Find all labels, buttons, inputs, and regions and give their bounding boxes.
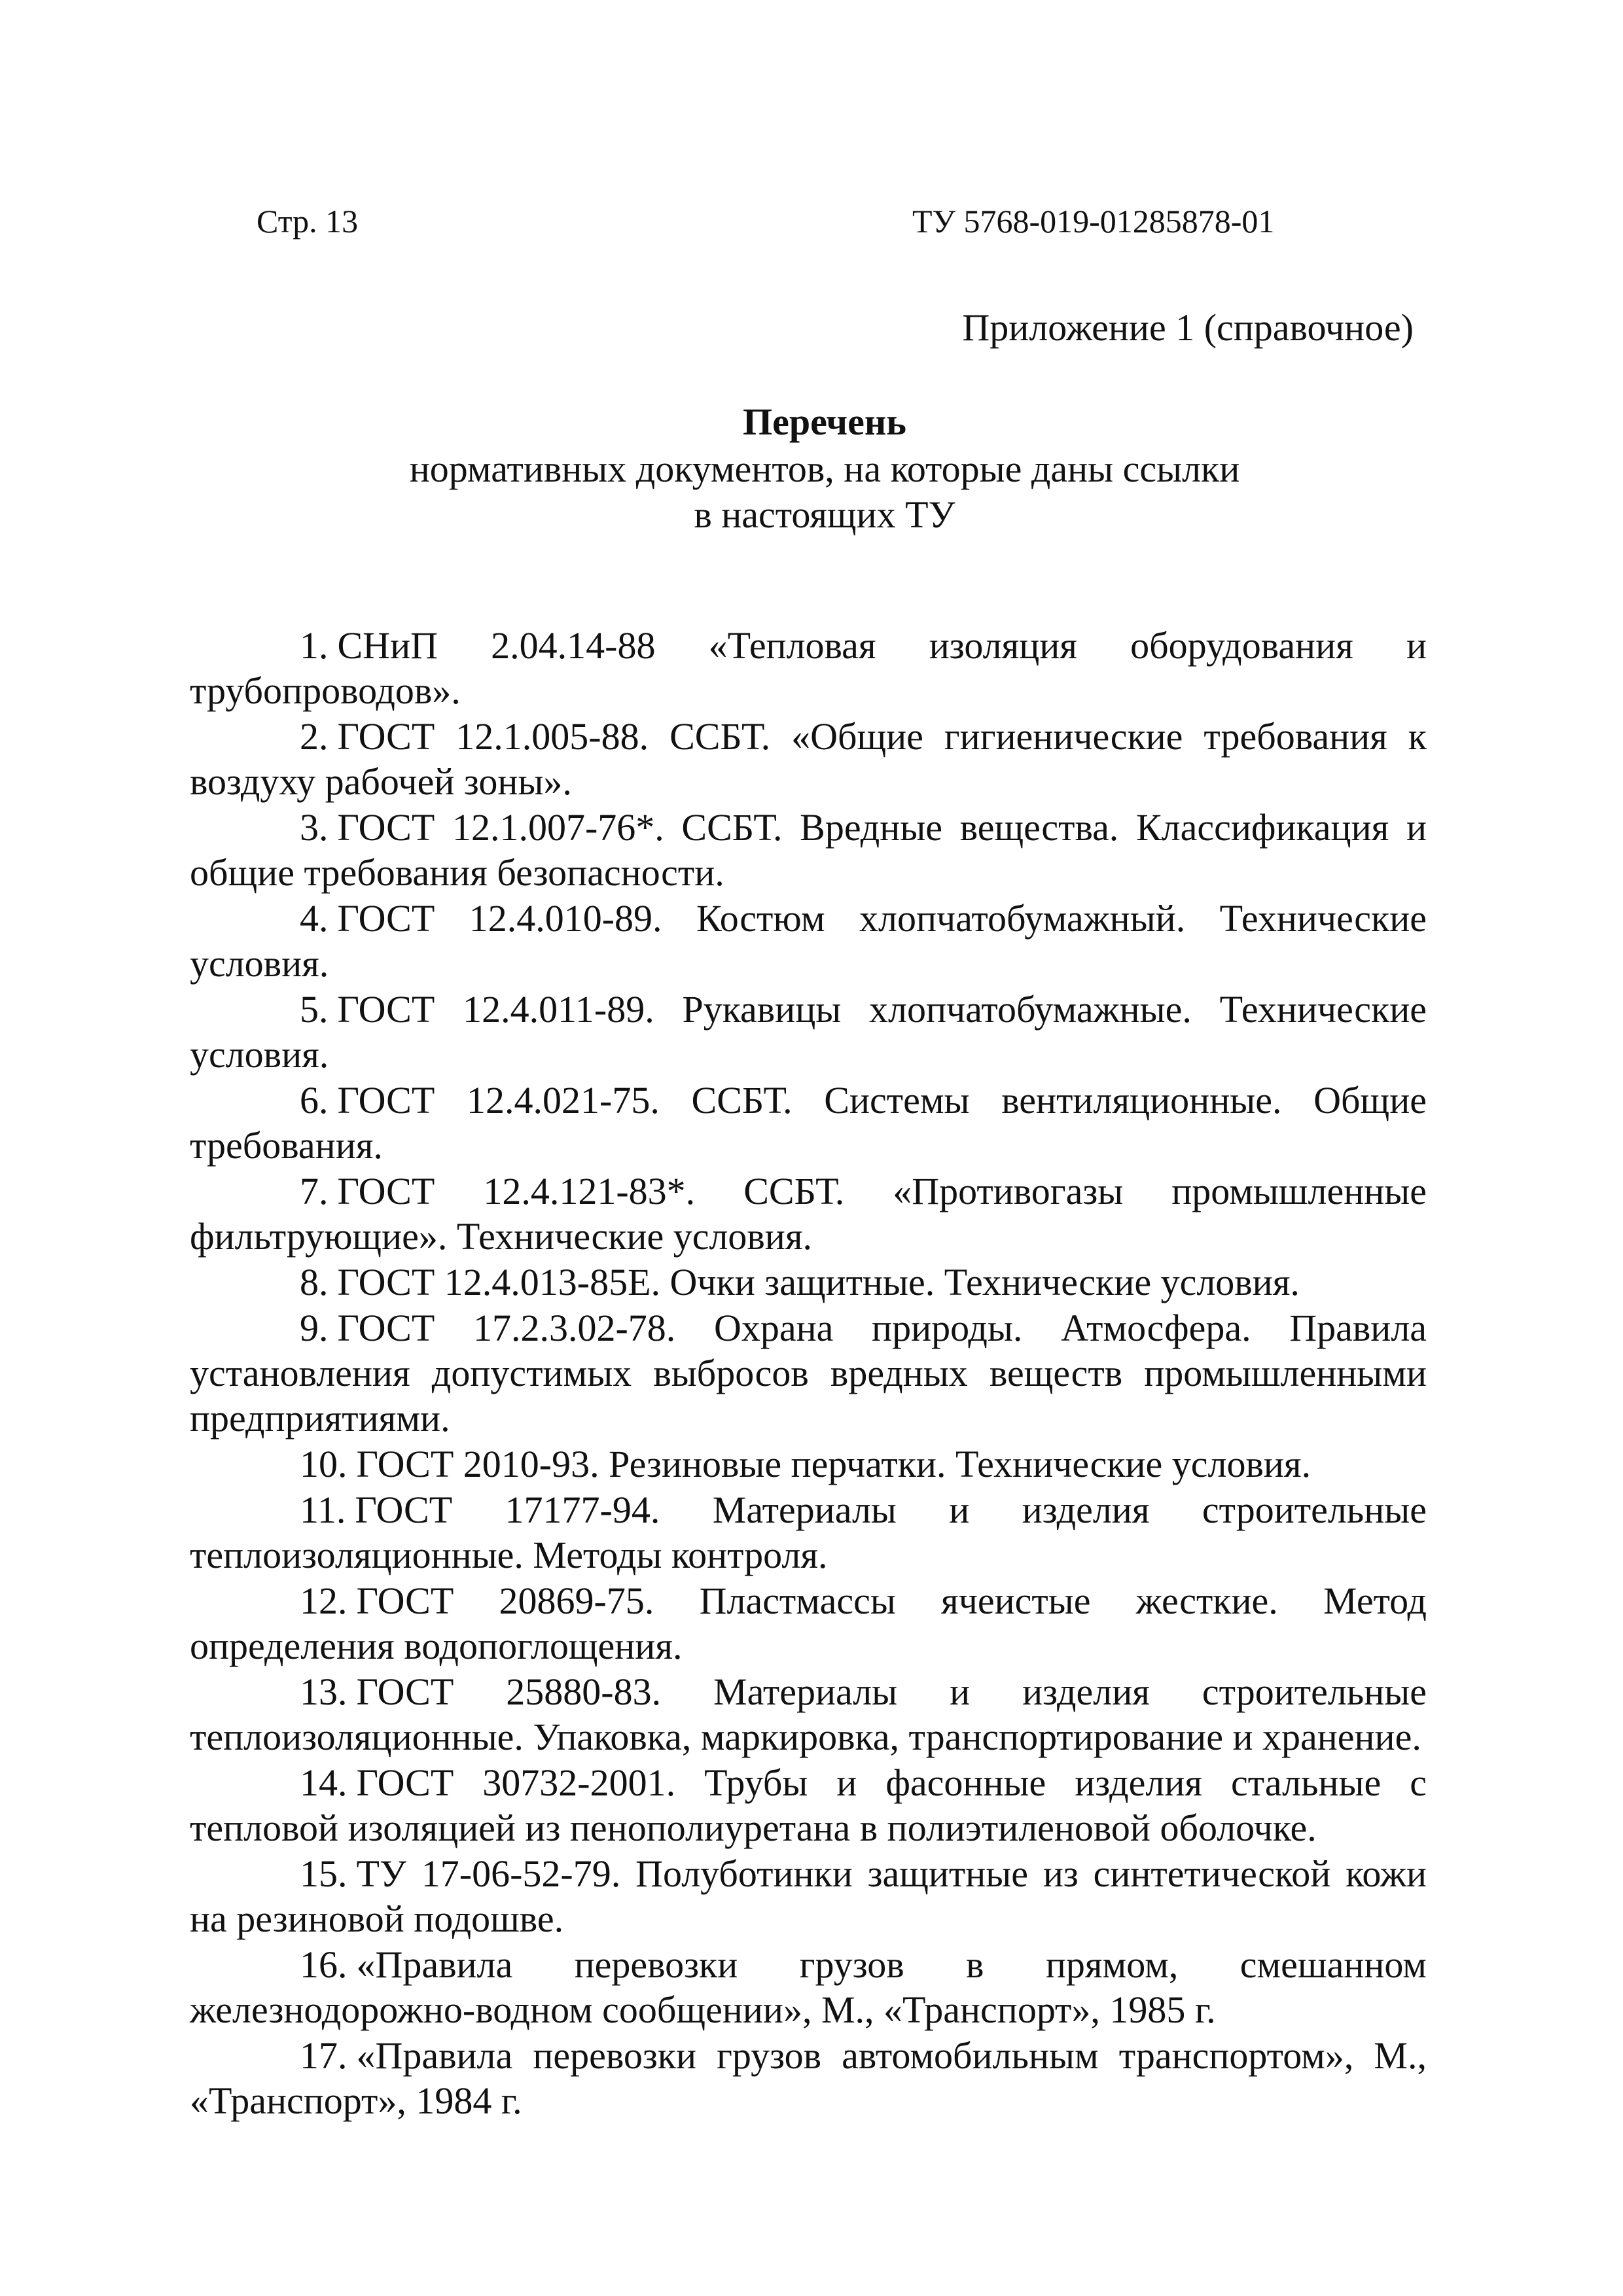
reference-item: [190, 987, 1427, 1077]
page-title: Перечень: [743, 400, 906, 443]
reference-number: 11.: [300, 1489, 346, 1531]
reference-text: ГОСТ 12.1.005-88. ССБТ. «Общие гигиенические требования к воздуху рабочей зоны».: [190, 715, 1427, 803]
title-block: [190, 398, 1459, 538]
reference-number: 13.: [300, 1670, 348, 1713]
reference-number: 14.: [300, 1761, 348, 1804]
reference-item: [190, 896, 1427, 986]
reference-text: ГОСТ 25880-83. Материалы и изделия строительные теплоизоляционные. Упаковка, маркировка, транспортирование и хранение.: [190, 1670, 1427, 1758]
reference-text: ГОСТ 20869-75. Пластмассы ячеистые жесткие. Метод определения водопоглощения.: [190, 1580, 1427, 1667]
reference-item: [190, 2033, 1427, 2123]
reference-item: [190, 805, 1427, 895]
reference-number: 7.: [300, 1170, 329, 1212]
reference-text: ГОСТ 17177-94. Материалы и изделия строительные теплоизоляционные. Методы контроля.: [190, 1489, 1427, 1576]
reference-number: 15.: [300, 1852, 348, 1895]
reference-number: 3.: [300, 806, 329, 849]
reference-item: [190, 1942, 1427, 2032]
reference-item: [190, 1169, 1427, 1259]
reference-text: ГОСТ 12.1.007-76*. ССБТ. Вредные вещества. Классификация и общие требования безопасности.: [190, 806, 1427, 894]
reference-text: ТУ 17-06-52-79. Полуботинки защитные из синтетической кожи на резиновой подошве.: [190, 1852, 1427, 1940]
reference-text: ГОСТ 2010-93. Резиновые перчатки. Технические условия.: [356, 1443, 1311, 1485]
reference-item: [190, 1669, 1427, 1759]
page-number: Стр. 13: [257, 203, 359, 239]
reference-item: [190, 714, 1427, 804]
appendix-label: Приложение 1 (справочное): [962, 306, 1414, 349]
document-code: ТУ 5768-019-01285878-01: [912, 203, 1275, 239]
reference-item: [190, 1760, 1427, 1850]
reference-item: [190, 1441, 1427, 1487]
reference-item: [190, 1078, 1427, 1168]
reference-number: 5.: [300, 988, 329, 1031]
reference-number: 12.: [300, 1580, 348, 1622]
reference-number: 2.: [300, 715, 329, 758]
reference-number: 10.: [300, 1443, 348, 1485]
reference-text: «Правила перевозки грузов автомобильным транспортом», М., «Транспорт», 1984 г.: [190, 2034, 1427, 2122]
reference-text: СНиП 2.04.14-88 «Тепловая изоляция оборудования и трубопроводов».: [190, 624, 1427, 712]
reference-text: ГОСТ 12.4.021-75. ССБТ. Системы вентиляционные. Общие требования.: [190, 1079, 1427, 1167]
reference-number: 8.: [300, 1261, 329, 1303]
reference-text: ГОСТ 30732-2001. Трубы и фасонные изделия стальные с тепловой изоляцией из пенополиуретана в полиэтиленовой оболочке.: [190, 1761, 1427, 1849]
reference-item: [190, 1305, 1427, 1441]
reference-text: ГОСТ 17.2.3.02-78. Охрана природы. Атмосфера. Правила установления допустимых выбросов вредных веществ промышленными предприятиями.: [190, 1307, 1427, 1439]
reference-item: [190, 623, 1427, 713]
subtitle-line-2: в настоящих ТУ: [694, 493, 955, 536]
reference-text: ГОСТ 12.4.010-89. Костюм хлопчатобумажный. Технические условия.: [190, 897, 1427, 985]
reference-number: 6.: [300, 1079, 329, 1122]
reference-text: ГОСТ 12.4.013-85Е. Очки защитные. Технические условия.: [337, 1261, 1300, 1303]
subtitle-line-1: нормативных документов, на которые даны ссылки: [409, 448, 1240, 490]
reference-item: [190, 1578, 1427, 1669]
reference-text: ГОСТ 12.4.011-89. Рукавицы хлопчатобумажные. Технические условия.: [190, 988, 1427, 1076]
reference-number: 16.: [300, 1943, 348, 1986]
reference-number: 4.: [300, 897, 329, 940]
reference-text: ГОСТ 12.4.121-83*. ССБТ. «Противогазы промышленные фильтрующие». Технические условия.: [190, 1170, 1427, 1258]
reference-list: [190, 623, 1427, 2124]
reference-number: 17.: [300, 2034, 348, 2077]
reference-item: [190, 1487, 1427, 1578]
reference-item: [190, 1260, 1427, 1305]
reference-number: 1.: [300, 624, 329, 667]
reference-number: 9.: [300, 1307, 329, 1349]
reference-item: [190, 1851, 1427, 1941]
reference-text: «Правила перевозки грузов в прямом, смешанном железнодорожно-водном сообщении», М., «Транспорт», 1985 г.: [190, 1943, 1427, 2031]
